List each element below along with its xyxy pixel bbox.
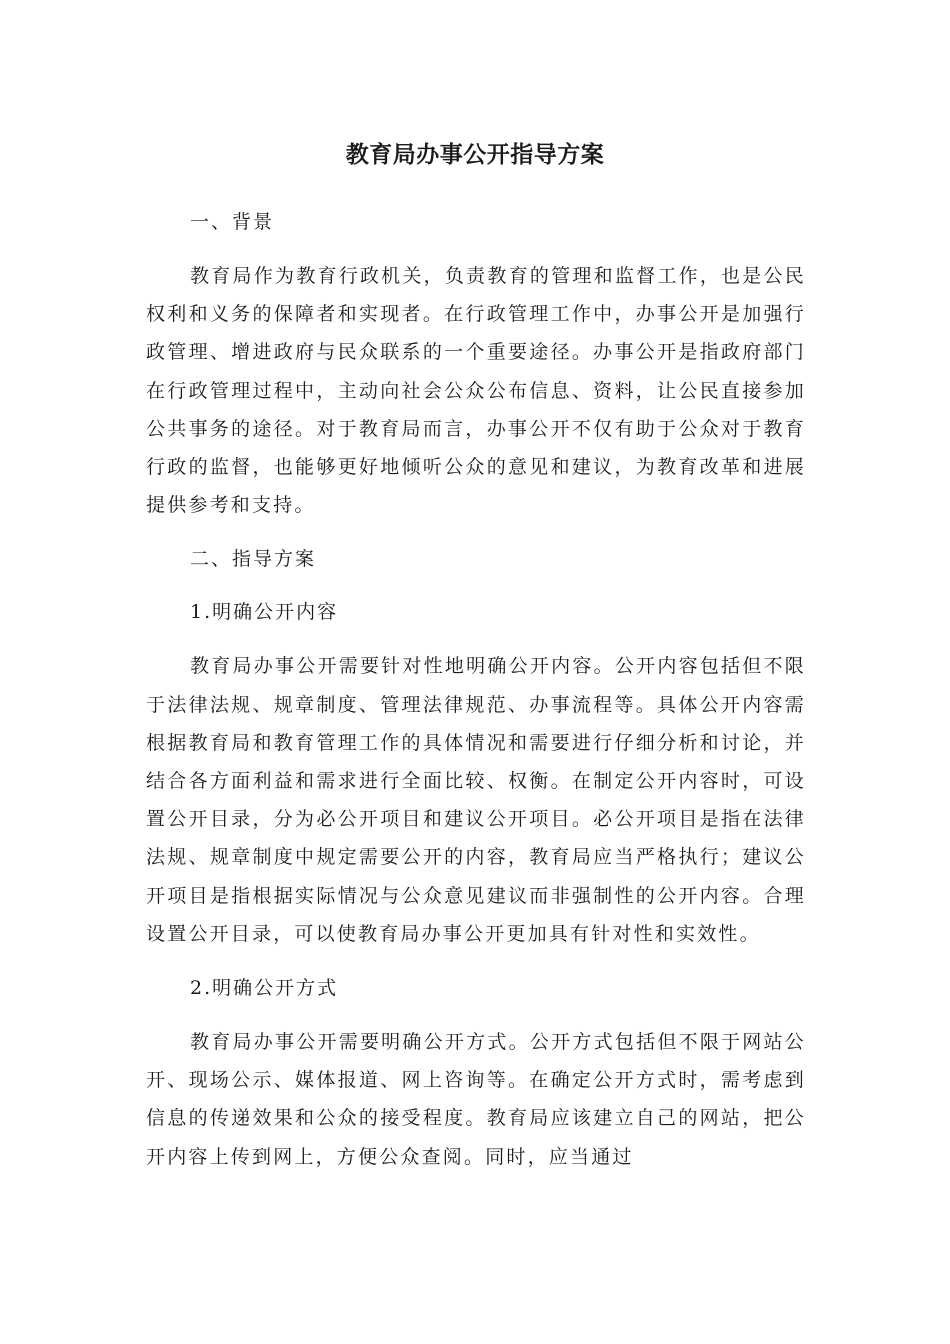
section-heading-guidance: 二、指导方案: [190, 548, 317, 571]
section-heading-background: 一、背景: [190, 211, 275, 233]
paragraph-content: 教育局办事公开需要针对性地明确公开内容。公开内容包括但不限于法律法规、规章制度、管理法律规范、办事流程等。具体公开内容需根据教育局和教育管理工作的具体情况和需要进行仔细分析和讨论，并结合各方面利益和需求进行全面比较、权衡。在制定公开内容时，可设置公开目录，分为必公开项目和建议公开项目。必公开项目是指在法律法规、规章制度中规定需要公开的内容，教育局应当严格执行；建议公开项目是指根据实际情况与公众意见建议而非强制性的公开内容。合理设置公开目录，可以使教育局办事公开更加具有针对性和实效性。: [146, 655, 806, 945]
document-title: 教育局办事公开指导方案: [345, 142, 605, 168]
subheading-content: 1.明确公开内容: [190, 601, 339, 624]
paragraph-method: 教育局办事公开需要明确公开方式。公开方式包括但不限于网站公开、现场公示、媒体报道、网上咨询等。在确定公开方式时，需考虑到信息的传递效果和公众的接受程度。教育局应该建立自己的网站，把公开内容上传到网上，方便公众查阅。同时，应当通过: [146, 1031, 806, 1168]
document-body: [146, 204, 806, 1176]
paragraph-background: 教育局作为教育行政机关，负责教育的管理和监督工作，也是公民权利和义务的保障者和实现者。在行政管理工作中，办事公开是加强行政管理、增进政府与民众联系的一个重要途径。办事公开是指政府部门在行政管理过程中，主动向社会公众公布信息、资料，让公民直接参加公共事务的途径。对于教育局而言，办事公开不仅有助于公众对于教育行政的监督，也能够更好地倾听公众的意见和建议，为教育改革和进展提供参考和支持。: [146, 265, 806, 517]
subheading-method: 2.明确公开方式: [190, 977, 339, 1000]
